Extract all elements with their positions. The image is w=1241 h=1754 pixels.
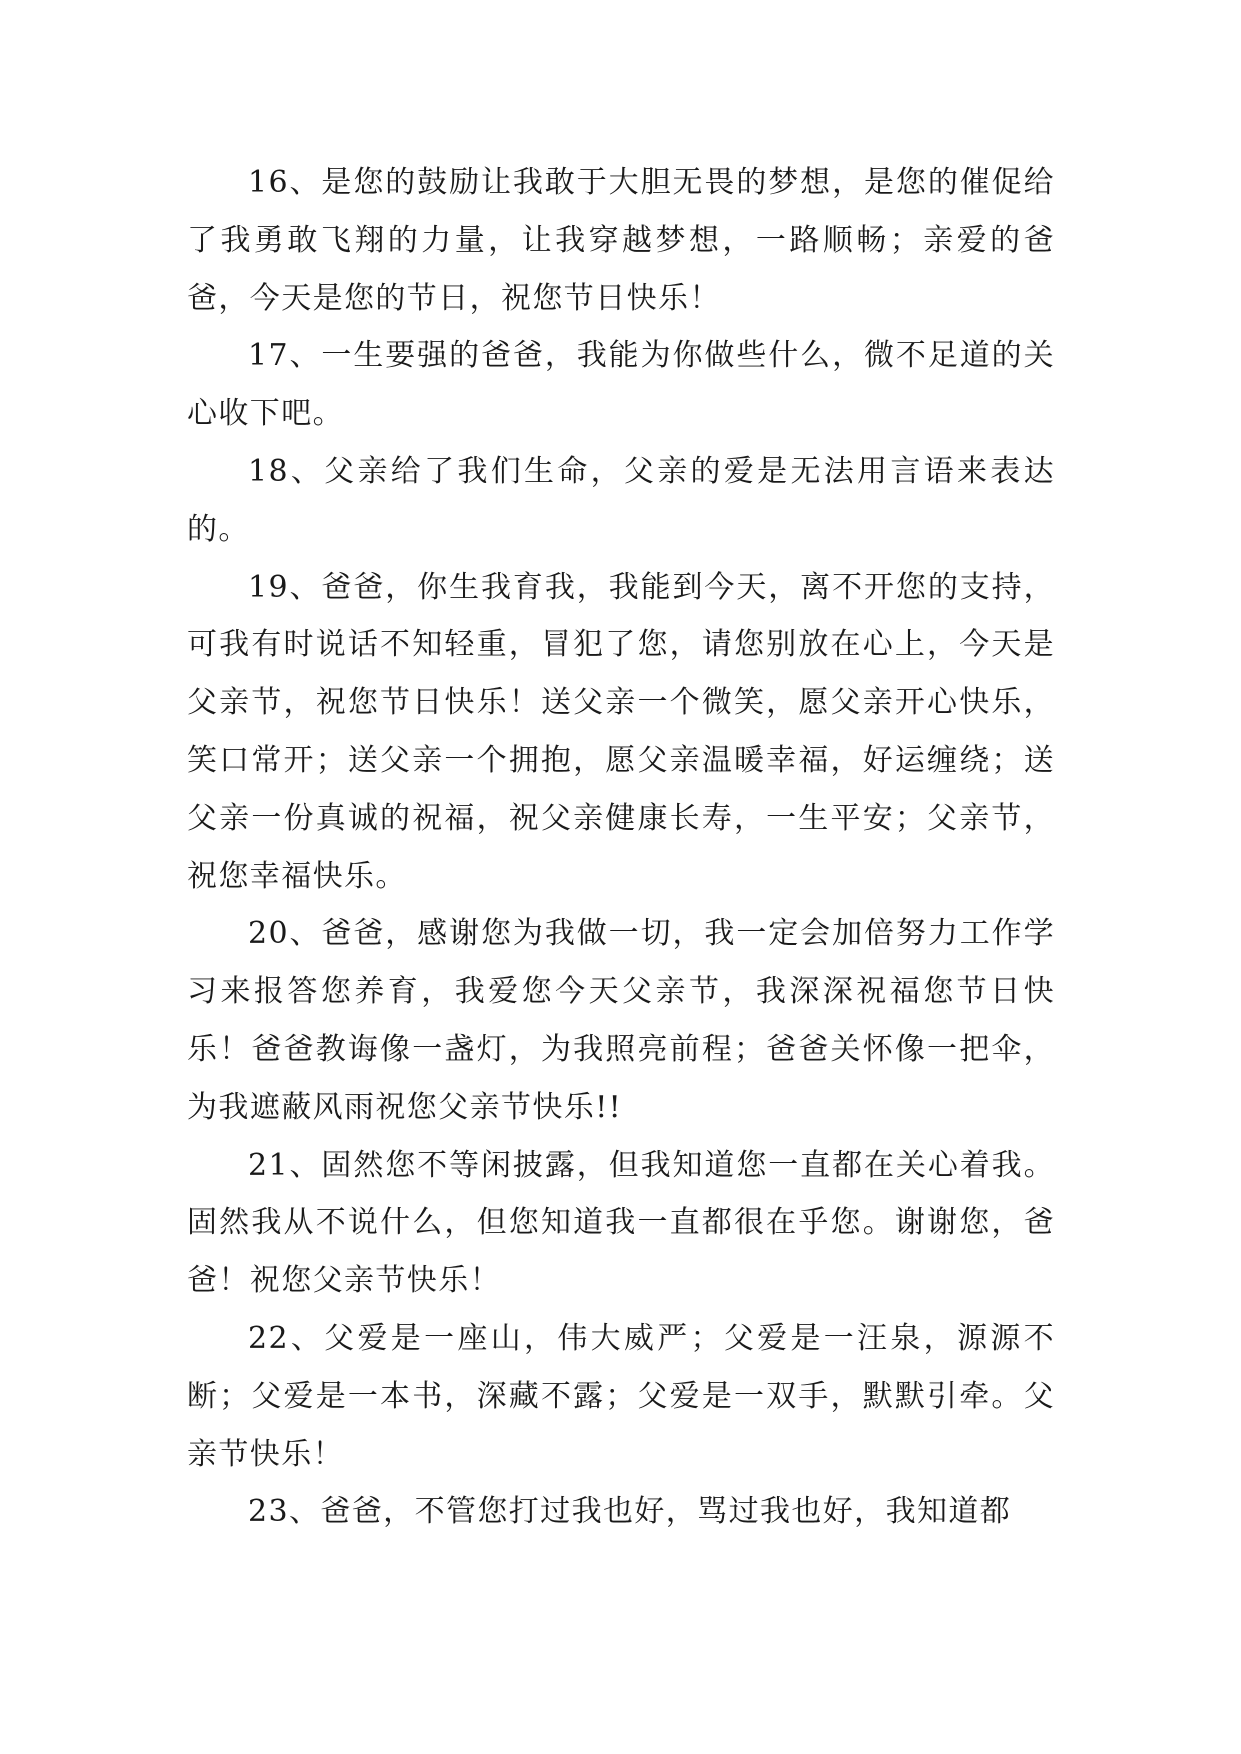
paragraph-18: 18、父亲给了我们生命，父亲的爱是无法用言语来表达的。 (187, 453, 1055, 547)
paragraph-22: 22、父爱是一座山，伟大威严；父爱是一汪泉，源源不断；父爱是一本书，深藏不露；父爱是一双手，默默引牵。父亲节快乐！ (187, 1320, 1055, 1472)
document-body (187, 154, 1055, 1541)
paragraph-23: 23、爸爸，不管您打过我也好，骂过我也好，我知道都 (248, 1494, 1012, 1530)
paragraph-21: 21、固然您不等闲披露，但我知道您一直都在关心着我。固然我从不说什么，但您知道我一直都很在乎您。谢谢您，爸爸！祝您父亲节快乐！ (187, 1147, 1055, 1299)
paragraph-20: 20、爸爸，感谢您为我做一切，我一定会加倍努力工作学习来报答您养育，我爱您今天父亲节，我深深祝福您节日快乐！爸爸教诲像一盏灯，为我照亮前程；爸爸关怀像一把伞，为我遮蔽风雨祝您父亲节快乐!! (187, 916, 1055, 1125)
paragraph-16: 16、是您的鼓励让我敢于大胆无畏的梦想，是您的催促给了我勇敢飞翔的力量，让我穿越梦想，一路顺畅；亲爱的爸爸，今天是您的节日，祝您节日快乐！ (187, 165, 1055, 316)
paragraph-19: 19、爸爸，你生我育我，我能到今天，离不开您的支持，可我有时说话不知轻重，冒犯了您，请您别放在心上，今天是父亲节，祝您节日快乐！送父亲一个微笑，愿父亲开心快乐，笑口常开；送父亲一个拥抱，愿父亲温暖幸福，好运缠绕；送父亲一份真诚的祝福，祝父亲健康长寿，一生平安；父亲节，祝您幸福快乐。 (187, 569, 1055, 894)
paragraph-17: 17、一生要强的爸爸，我能为你做些什么，微不足道的关心收下吧。 (187, 338, 1055, 432)
